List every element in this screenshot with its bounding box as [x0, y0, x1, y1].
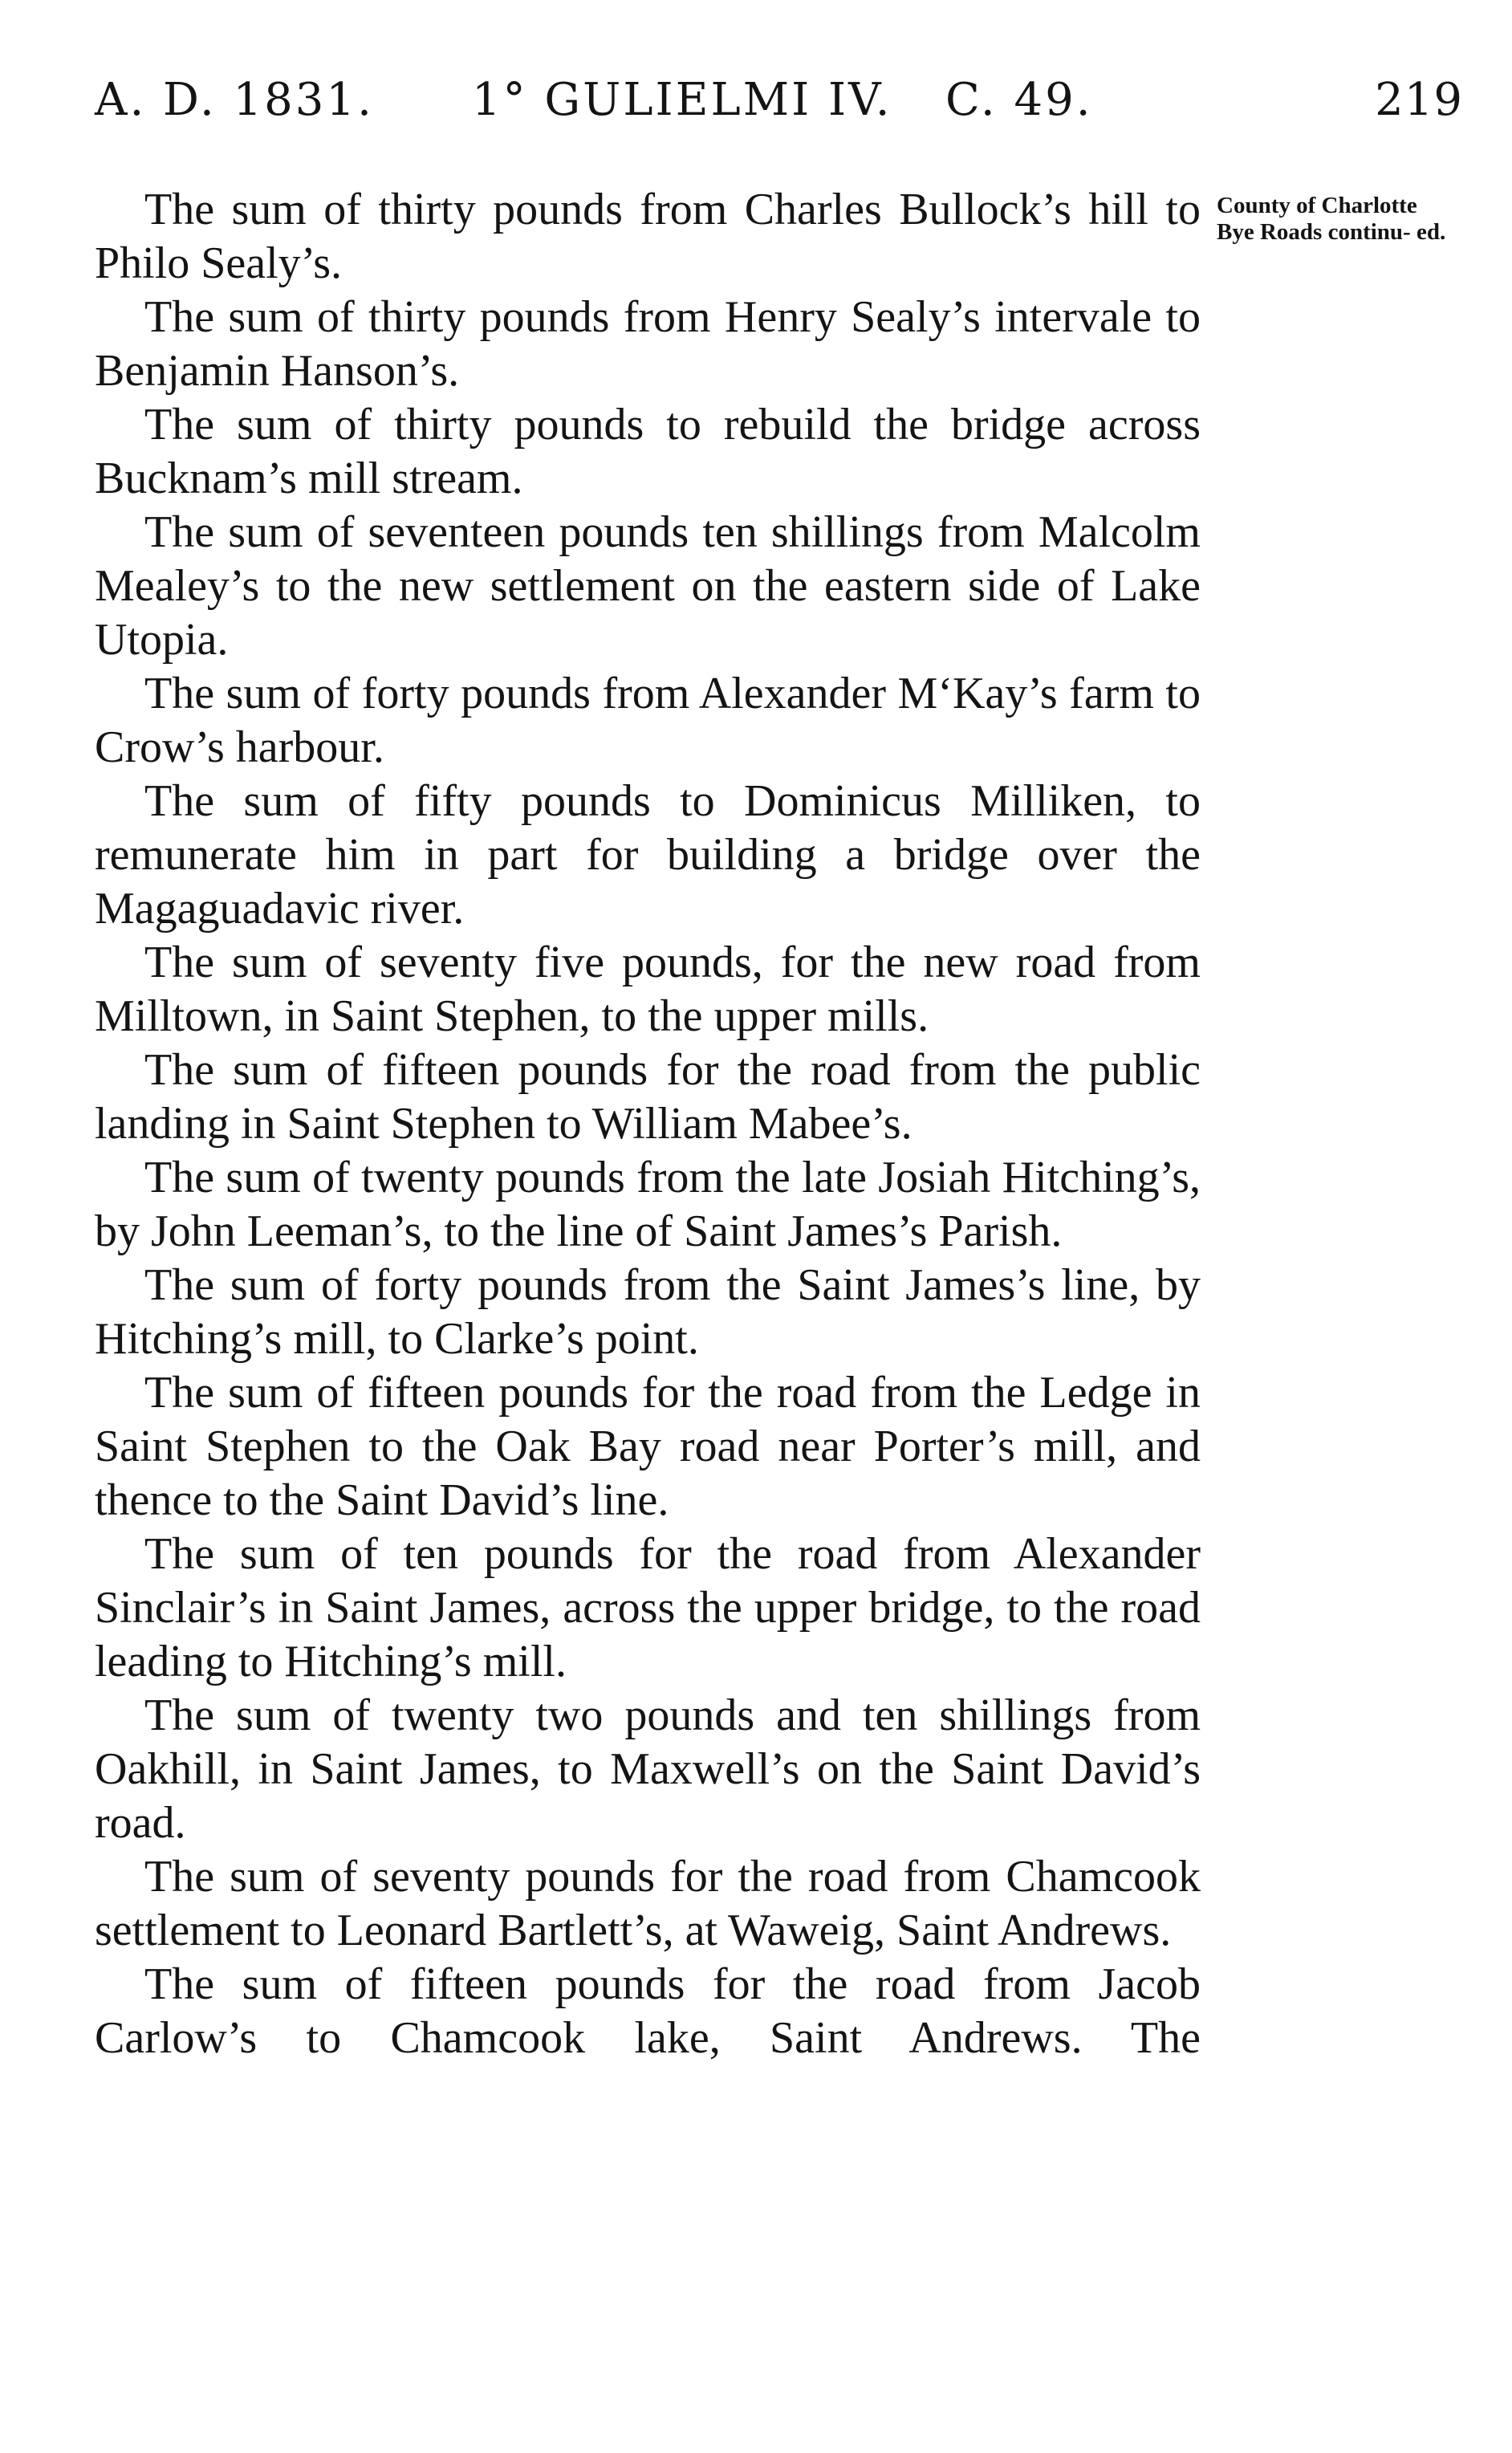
paragraph: The sum of forty pounds from the Saint James’s line, by Hitching’s mill, to Clarke’s point. [95, 1260, 1201, 1364]
paragraph: The sum of twenty pounds from the late Josiah Hitching’s, by John Leeman’s, to the line of Saint James’s Parish. [95, 1153, 1201, 1256]
header-reign: 1° GULIELMI IV. [472, 74, 892, 126]
running-header [95, 74, 1463, 138]
header-chapter: C. 49. [945, 74, 1093, 126]
paragraph: The sum of thirty pounds to rebuild the bridge across Bucknam’s mill stream. [95, 400, 1201, 503]
header-year: A. D. 1831. [95, 74, 374, 126]
paragraph: The sum of seventeen pounds ten shillings from Malcolm Mealey’s to the new settlement on the eastern side of Lake Utopia. [95, 507, 1201, 665]
paragraph: The sum of fifteen pounds for the road from the Ledge in Saint Stephen to the Oak Bay road near Porter’s mill, and thence to the Saint David’s line. [95, 1368, 1201, 1525]
paragraph: The sum of twenty two pounds and ten shillings from Oakhill, in Saint James, to Maxwell’s on the Saint David’s road. [95, 1690, 1201, 1848]
body-text [95, 183, 1201, 2065]
page-number: 219 [1375, 74, 1463, 126]
paragraph: The sum of thirty pounds from Charles Bullock’s hill to Philo Sealy’s. [95, 185, 1201, 288]
marginal-note: County of Charlotte Bye Roads continu- ed. [1217, 193, 1446, 245]
paragraph: The sum of forty pounds from Alexander M‘Kay’s farm to Crow’s harbour. [95, 669, 1201, 772]
paragraph: The sum of fifteen pounds for the road from the public landing in Saint Stephen to William Mabee’s. [95, 1045, 1201, 1149]
paragraph: The sum of seventy pounds for the road from Chamcook settlement to Leonard Bartlett’s, at Waweig, Saint Andrews. [95, 1852, 1201, 1955]
paragraph: The sum of thirty pounds from Henry Sealy’s intervale to Benjamin Hanson’s. [95, 292, 1201, 396]
paragraph: The sum of fifty pounds to Dominicus Milliken, to remunerate him in part for building a bridge over the Magaguadavic river. [95, 776, 1201, 934]
paragraph: The sum of fifteen pounds for the road from Jacob Carlow’s to Chamcook lake, Saint Andrews. The [95, 1959, 1201, 2063]
paragraph: The sum of seventy five pounds, for the new road from Milltown, in Saint Stephen, to the upper mills. [95, 938, 1201, 1041]
paragraph: The sum of ten pounds for the road from Alexander Sinclair’s in Saint James, across the upper bridge, to the road leading to Hitching’s mill. [95, 1529, 1201, 1686]
